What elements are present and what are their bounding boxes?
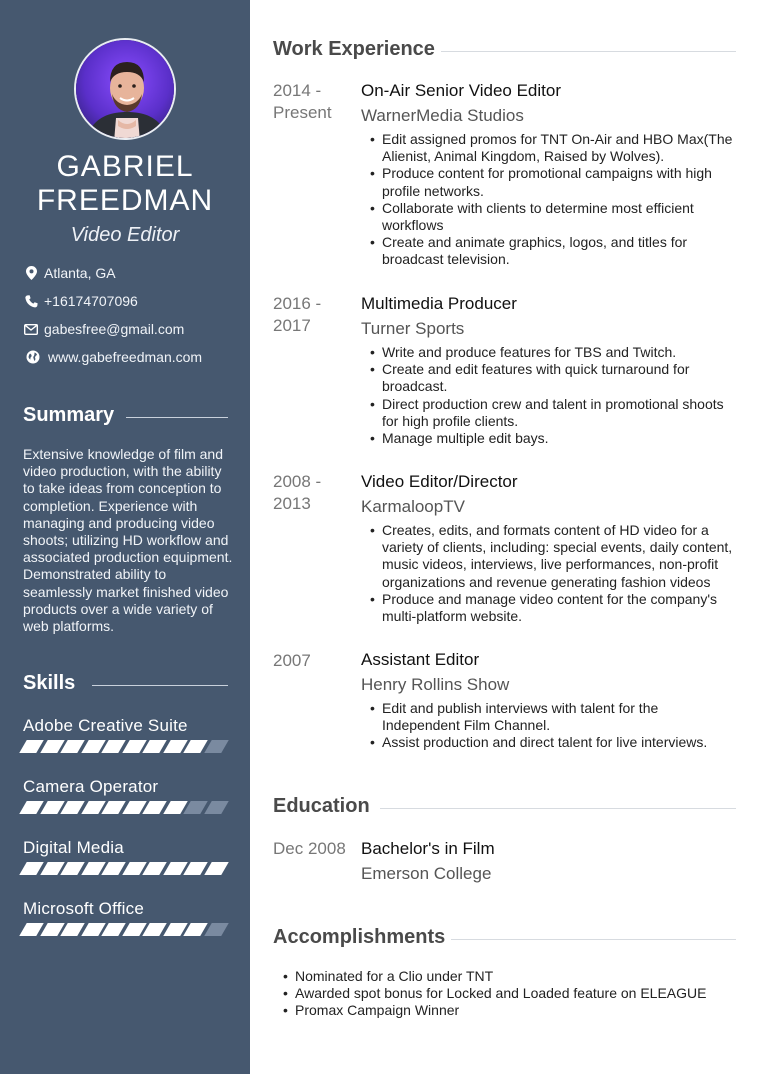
list-item: • Write and produce features for TBS and Twitch. bbox=[382, 344, 738, 361]
skill-label: Digital Media bbox=[23, 838, 124, 857]
phone-icon bbox=[22, 293, 40, 309]
list-item: • Awarded spot bonus for Locked and Loaded feature on ELEAGUE bbox=[295, 985, 706, 1002]
skill-level-segment bbox=[204, 862, 229, 875]
job-employer: Henry Rollins Show bbox=[361, 675, 510, 694]
job-date-end: 2013 bbox=[273, 494, 311, 513]
job-bullets bbox=[382, 131, 738, 269]
job-date bbox=[273, 80, 353, 124]
list-item: • Manage multiple edit bays. bbox=[382, 430, 738, 447]
contact-email bbox=[22, 320, 184, 338]
job-date-start: 2014 - bbox=[273, 81, 322, 100]
job-date bbox=[273, 471, 353, 515]
job-employer: KarmaloopTV bbox=[361, 497, 465, 516]
job-date bbox=[273, 650, 353, 672]
list-item: • Assist production and direct talent for live interviews. bbox=[382, 734, 738, 751]
skill-bar bbox=[19, 862, 227, 876]
map-pin-icon bbox=[22, 265, 40, 281]
sidebar bbox=[0, 0, 250, 1074]
skill-level-segment bbox=[204, 923, 229, 936]
skill-level-segment bbox=[204, 801, 229, 814]
work-experience-heading: Work Experience bbox=[273, 38, 435, 60]
list-item: • Produce content for promotional campaigns with high profile networks. bbox=[382, 165, 738, 199]
job-bullets bbox=[382, 522, 740, 625]
skill-bar bbox=[19, 740, 227, 754]
job-role: Video Editor bbox=[70, 224, 180, 246]
degree: Bachelor's in Film bbox=[361, 839, 495, 858]
job-bullets bbox=[382, 700, 738, 752]
education-divider bbox=[380, 808, 736, 809]
summary-heading: Summary bbox=[23, 404, 115, 426]
location-text: Atlanta, GA bbox=[44, 265, 116, 281]
job-date-start: 2008 - bbox=[273, 472, 322, 491]
job-title: Assistant Editor bbox=[361, 650, 480, 669]
list-item: • Collaborate with clients to determine most efficient workflows bbox=[382, 200, 738, 234]
skills-heading: Skills bbox=[23, 672, 76, 694]
skills-divider bbox=[92, 685, 228, 686]
last-name: FREEDMAN bbox=[36, 184, 214, 217]
job-employer: Turner Sports bbox=[361, 319, 465, 338]
job-employer: WarnerMedia Studios bbox=[361, 106, 524, 125]
job-date-end: 2017 bbox=[273, 316, 311, 335]
list-item: • Edit and publish interviews with talent for the Independent Film Channel. bbox=[382, 700, 738, 734]
job-title: On-Air Senior Video Editor bbox=[361, 81, 562, 100]
job-title: Video Editor/Director bbox=[361, 472, 518, 491]
job-bullets bbox=[382, 344, 738, 447]
list-item: • Produce and manage video content for the company's multi-platform website. bbox=[382, 591, 740, 625]
job-title: Multimedia Producer bbox=[361, 294, 517, 313]
list-item: • Direct production crew and talent in promotional shoots for high profile clients. bbox=[382, 396, 738, 430]
summary-text: Extensive knowledge of film and video production, with the ability to take ideas from conception to completion. Experience with managing and producing video shoots; utilizing HD workflow and associated production equipment. Demonstrated ability to seamlessly market finished video products over a wide variety of web platforms. bbox=[23, 446, 233, 635]
job-date-start: 2007 bbox=[273, 651, 311, 670]
accomplishments-heading: Accomplishments bbox=[273, 926, 446, 948]
contact-phone bbox=[22, 292, 138, 310]
list-item: • Create and animate graphics, logos, and titles for broadcast television. bbox=[382, 234, 738, 268]
education-heading: Education bbox=[273, 795, 370, 817]
list-item: • Creates, edits, and formats content of HD video for a variety of clients, including: special events, daily content, music videos, interviews, live performances, non-profit organizations and revenue generating fashion videos bbox=[382, 522, 740, 591]
work-divider bbox=[441, 51, 736, 52]
skill-label: Microsoft Office bbox=[23, 899, 144, 918]
list-item: • Promax Campaign Winner bbox=[295, 1002, 706, 1019]
phone-text[interactable]: +16174707096 bbox=[44, 293, 138, 309]
list-item: • Nominated for a Clio under TNT bbox=[295, 968, 706, 985]
skill-label: Camera Operator bbox=[23, 777, 159, 796]
globe-icon bbox=[24, 349, 42, 365]
skill-bar bbox=[19, 801, 227, 815]
first-name: GABRIEL bbox=[56, 150, 194, 183]
list-item: • Edit assigned promos for TNT On-Air and HBO Max(The Alienist, Animal Kingdom, Raised by Wolves). bbox=[382, 131, 738, 165]
contact-location bbox=[22, 264, 116, 282]
website-text[interactable]: www.gabefreedman.com bbox=[48, 349, 203, 365]
job-date bbox=[273, 293, 353, 337]
job-date-end: Present bbox=[273, 103, 332, 122]
skill-label: Adobe Creative Suite bbox=[23, 716, 188, 735]
list-item: • Create and edit features with quick turnaround for broadcast. bbox=[382, 361, 738, 395]
email-text[interactable]: gabesfree@gmail.com bbox=[44, 321, 185, 337]
accomplishments-divider bbox=[451, 939, 736, 940]
skill-level-segment bbox=[204, 740, 229, 753]
contact-website bbox=[24, 348, 202, 366]
skill-bar bbox=[19, 923, 227, 937]
summary-divider bbox=[126, 417, 228, 418]
school: Emerson College bbox=[361, 864, 492, 883]
job-date-start: 2016 - bbox=[273, 294, 322, 313]
profile-photo bbox=[74, 38, 176, 140]
avatar-portrait bbox=[76, 40, 176, 140]
envelope-icon bbox=[22, 321, 40, 337]
accomplishments-list bbox=[295, 968, 706, 1020]
education-date: Dec 2008 bbox=[273, 839, 346, 858]
